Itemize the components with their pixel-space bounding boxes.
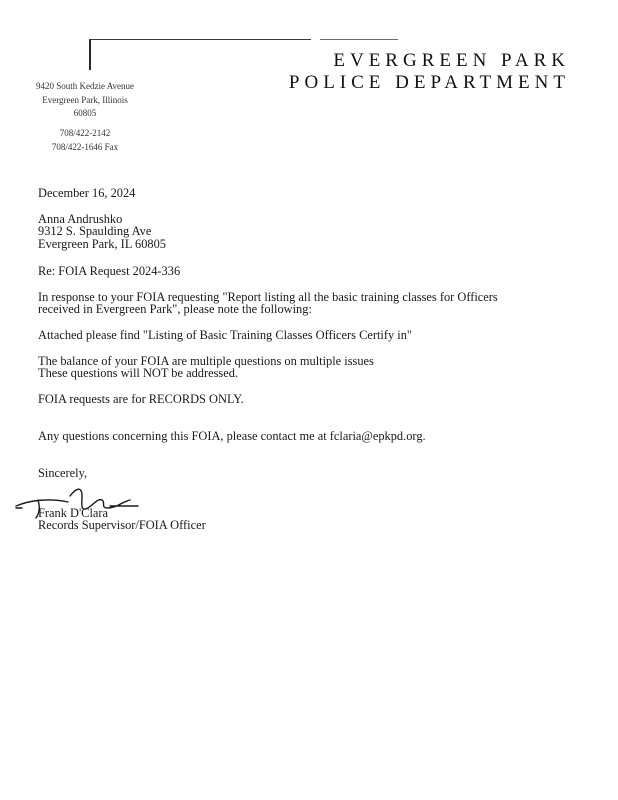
para3-line1: The balance of your FOIA are multiple questions on multiple issues bbox=[38, 354, 374, 368]
recipient-city: Evergreen Park, IL 60805 bbox=[38, 237, 166, 251]
para4: FOIA requests are for RECORDS ONLY. bbox=[38, 392, 244, 406]
phone-number: 708/422-2142 bbox=[59, 128, 111, 138]
address-line2: Evergreen Park, Illinois bbox=[42, 95, 128, 105]
address-line3: 60805 bbox=[73, 108, 97, 118]
para3-line2: These questions will NOT be addressed. bbox=[38, 366, 239, 380]
re-line: Re: FOIA Request 2024-336 bbox=[38, 264, 181, 278]
para2: Attached please find "Listing of Basic Training Classes Officers Certify in" bbox=[38, 328, 412, 342]
para1-line2: received in Evergreen Park", please note the following: bbox=[38, 302, 312, 316]
recipient-name: Anna Andrushko bbox=[38, 212, 123, 226]
dept-name-line1: EVERGREEN PARK bbox=[333, 50, 570, 71]
letter-date: December 16, 2024 bbox=[38, 186, 136, 200]
para5: Any questions concerning this FOIA, please contact me at fclaria@epkpd.org. bbox=[38, 429, 426, 443]
letterhead-corner-rule bbox=[89, 40, 91, 70]
para1-line1: In response to your FOIA requesting "Report listing all the basic training classes for Officers bbox=[38, 290, 498, 304]
recipient-street: 9312 S. Spaulding Ave bbox=[38, 224, 152, 238]
dept-name-line2: POLICE DEPARTMENT bbox=[288, 72, 570, 93]
letterhead-top-rule-right bbox=[320, 39, 398, 40]
address-line1: 9420 South Kedzie Avenue bbox=[35, 81, 135, 91]
closing: Sincerely, bbox=[38, 466, 88, 480]
letterhead-top-rule bbox=[89, 39, 311, 40]
fax-number: 708/422-1646 Fax bbox=[51, 142, 119, 152]
signer-name: Frank D'Clara bbox=[38, 506, 109, 520]
signer-title: Records Supervisor/FOIA Officer bbox=[38, 518, 206, 532]
